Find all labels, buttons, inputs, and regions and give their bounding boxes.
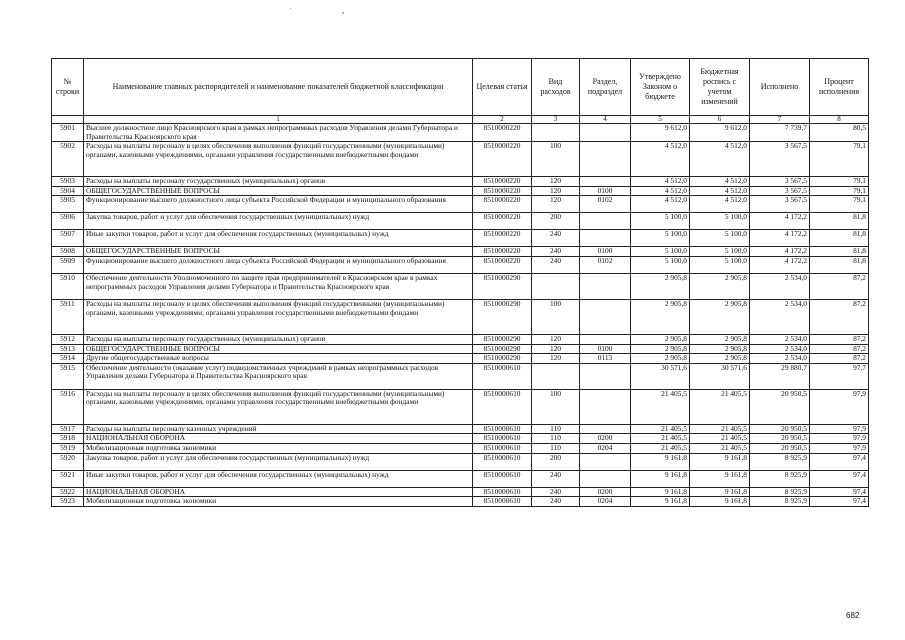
budget-list-amount: 9 161,8: [690, 497, 750, 507]
approved-amount: 21 405,5: [631, 434, 690, 444]
execution-percent: 87,2: [810, 299, 869, 334]
executed-amount: 8 925,9: [750, 497, 810, 507]
execution-percent: 97,9: [810, 434, 869, 444]
execution-percent: 97,4: [810, 487, 869, 497]
row-name: Расходы на выплаты персоналу в целях обеспечения выполнения функций государственными (муниципальными) органами, казенными учреждениями, органами управления государственными внебюджетными фондами: [84, 389, 473, 424]
expense-type: [532, 363, 580, 389]
row-name: Другие общегосударственные вопросы: [84, 354, 473, 364]
budget-list-amount: 4 512,0: [690, 186, 750, 196]
budget-execution-table-container: [51, 58, 868, 507]
row-number: 5911: [52, 299, 84, 334]
execution-percent: 97,9: [810, 389, 869, 424]
executed-amount: 8 925,9: [750, 453, 810, 470]
section: 0100: [580, 344, 631, 354]
expense-type: 120: [532, 334, 580, 344]
budget-list-amount: 21 405,5: [690, 389, 750, 424]
header-executed: Исполнено: [750, 59, 810, 116]
budget-list-amount: 4 512,0: [690, 142, 750, 177]
executed-amount: 2 534,0: [750, 299, 810, 334]
executed-amount: 3 567,5: [750, 196, 810, 213]
row-number: 5913: [52, 344, 84, 354]
column-number: 8: [810, 116, 869, 124]
row-number: 5923: [52, 497, 84, 507]
target-article: 8510000220: [473, 142, 532, 177]
section: [580, 213, 631, 230]
approved-amount: 4 512,0: [631, 177, 690, 187]
budget-list-amount: 9 161,8: [690, 453, 750, 470]
section: 0102: [580, 256, 631, 273]
table-row: [52, 124, 869, 142]
budget-execution-table: [51, 58, 869, 507]
header-row-number: № строки: [52, 59, 84, 116]
expense-type: 200: [532, 213, 580, 230]
section: [580, 142, 631, 177]
table-row: [52, 424, 869, 434]
execution-percent: 79,1: [810, 196, 869, 213]
target-article: 8510000610: [473, 443, 532, 453]
approved-amount: 30 571,6: [631, 363, 690, 389]
budget-list-amount: 2 905,8: [690, 334, 750, 344]
target-article: 8510000610: [473, 424, 532, 434]
row-name: Обеспечение деятельности Уполномоченного по защите прав предпринимателей в Красноярском крае в рамках непрограммных расходов Управления делами Губернатора и Правительства Красноярского края: [84, 273, 473, 299]
budget-list-amount: 5 100,0: [690, 247, 750, 257]
expense-type: 120: [532, 354, 580, 364]
row-number: 5917: [52, 424, 84, 434]
table-row: [52, 247, 869, 257]
row-number: 5902: [52, 142, 84, 177]
expense-type: 120: [532, 186, 580, 196]
budget-list-amount: 4 512,0: [690, 177, 750, 187]
header-target-article: Целевая статья: [473, 59, 532, 116]
row-name: ОБЩЕГОСУДАРСТВЕННЫЕ ВОПРОСЫ: [84, 247, 473, 257]
header-section: Раздел, подраздел: [580, 59, 631, 116]
page-number: 682: [846, 611, 860, 620]
approved-amount: 2 905,8: [631, 334, 690, 344]
approved-amount: 21 405,5: [631, 389, 690, 424]
row-number: 5910: [52, 273, 84, 299]
target-article: 8510000610: [473, 363, 532, 389]
header-approved: Утверждено Законом о бюджете: [631, 59, 690, 116]
row-number: 5909: [52, 256, 84, 273]
section: 0204: [580, 443, 631, 453]
execution-percent: 97,4: [810, 470, 869, 487]
executed-amount: 2 534,0: [750, 354, 810, 364]
table-row: [52, 299, 869, 334]
column-number: 4: [580, 116, 631, 124]
approved-amount: 2 905,8: [631, 273, 690, 299]
row-name: Закупка товаров, работ и услуг для обеспечения государственных (муниципальных) нужд: [84, 213, 473, 230]
section: [580, 363, 631, 389]
executed-amount: 20 950,5: [750, 434, 810, 444]
expense-type: 240: [532, 256, 580, 273]
approved-amount: 9 161,8: [631, 453, 690, 470]
table-body: [52, 124, 869, 507]
table-row: [52, 213, 869, 230]
header-name: Наименование главных распорядителей и наименование показателей бюджетной классификации: [84, 59, 473, 116]
executed-amount: 7 739,7: [750, 124, 810, 142]
expense-type: 100: [532, 389, 580, 424]
budget-list-amount: 5 100,0: [690, 256, 750, 273]
row-number: 5916: [52, 389, 84, 424]
expense-type: 120: [532, 344, 580, 354]
execution-percent: 97,4: [810, 453, 869, 470]
row-name: Мобилизационная подготовка экономики: [84, 497, 473, 507]
section: [580, 177, 631, 187]
target-article: 8510000220: [473, 213, 532, 230]
column-number: [52, 116, 84, 124]
column-number-row: [52, 116, 869, 124]
execution-percent: 79,1: [810, 186, 869, 196]
section: [580, 230, 631, 247]
approved-amount: 21 405,5: [631, 424, 690, 434]
expense-type: 100: [532, 299, 580, 334]
scan-speck: [290, 8, 291, 9]
column-number: 5: [631, 116, 690, 124]
expense-type: 240: [532, 230, 580, 247]
execution-percent: 80,5: [810, 124, 869, 142]
budget-list-amount: 2 905,8: [690, 273, 750, 299]
execution-percent: 81,8: [810, 230, 869, 247]
row-name: ОБЩЕГОСУДАРСТВЕННЫЕ ВОПРОСЫ: [84, 344, 473, 354]
executed-amount: 8 925,9: [750, 470, 810, 487]
executed-amount: 3 567,5: [750, 186, 810, 196]
expense-type: 100: [532, 142, 580, 177]
table-row: [52, 363, 869, 389]
executed-amount: 3 567,5: [750, 177, 810, 187]
table-row: [52, 487, 869, 497]
table-row: [52, 354, 869, 364]
row-name: Обеспечение деятельности (оказание услуг) подведомственных учреждений в рамках непрограммных расходов Управления делами Губернатора и Правительства Красноярского края: [84, 363, 473, 389]
execution-percent: 87,2: [810, 344, 869, 354]
expense-type: 110: [532, 424, 580, 434]
expense-type: [532, 124, 580, 142]
header-expense-type: Вид расходов: [532, 59, 580, 116]
column-number: 3: [532, 116, 580, 124]
row-name: Закупка товаров, работ и услуг для обеспечения государственных (муниципальных) нужд: [84, 453, 473, 470]
target-article: 8510000220: [473, 124, 532, 142]
expense-type: 120: [532, 177, 580, 187]
table-row: [52, 389, 869, 424]
row-number: 5919: [52, 443, 84, 453]
table-row: [52, 196, 869, 213]
row-name: Иные закупки товаров, работ и услуг для обеспечения государственных (муниципальных) нужд: [84, 470, 473, 487]
approved-amount: 21 405,5: [631, 443, 690, 453]
executed-amount: 4 172,2: [750, 247, 810, 257]
section: [580, 273, 631, 299]
target-article: 8510000290: [473, 334, 532, 344]
row-name: Иные закупки товаров, работ и услуг для обеспечения государственных (муниципальных) нужд: [84, 230, 473, 247]
row-number: 5922: [52, 487, 84, 497]
section: 0102: [580, 196, 631, 213]
approved-amount: 9 161,8: [631, 487, 690, 497]
execution-percent: 81,8: [810, 247, 869, 257]
section: [580, 299, 631, 334]
section: [580, 453, 631, 470]
target-article: 8510000290: [473, 354, 532, 364]
section: 0200: [580, 487, 631, 497]
execution-percent: 97,4: [810, 497, 869, 507]
table-row: [52, 273, 869, 299]
target-article: 8510000610: [473, 389, 532, 424]
table-row: [52, 334, 869, 344]
table-row: [52, 434, 869, 444]
row-number: 5901: [52, 124, 84, 142]
row-name: Расходы на выплаты персоналу казенных учреждений: [84, 424, 473, 434]
table-row: [52, 453, 869, 470]
target-article: 8510000610: [473, 453, 532, 470]
approved-amount: 2 905,8: [631, 299, 690, 334]
target-article: 8510000290: [473, 299, 532, 334]
approved-amount: 9 161,8: [631, 470, 690, 487]
executed-amount: 4 172,2: [750, 230, 810, 247]
budget-list-amount: 2 905,8: [690, 354, 750, 364]
approved-amount: 4 512,0: [631, 186, 690, 196]
executed-amount: 29 880,7: [750, 363, 810, 389]
expense-type: 240: [532, 487, 580, 497]
approved-amount: 9 612,0: [631, 124, 690, 142]
budget-list-amount: 9 612,0: [690, 124, 750, 142]
target-article: 8510000220: [473, 247, 532, 257]
budget-list-amount: 9 161,8: [690, 470, 750, 487]
section: 0204: [580, 497, 631, 507]
execution-percent: 97,9: [810, 443, 869, 453]
expense-type: 110: [532, 434, 580, 444]
scan-speck: [342, 12, 344, 14]
budget-list-amount: 21 405,5: [690, 424, 750, 434]
approved-amount: 2 905,8: [631, 354, 690, 364]
column-number: 7: [750, 116, 810, 124]
budget-list-amount: 5 100,0: [690, 213, 750, 230]
table-row: [52, 177, 869, 187]
table-row: [52, 186, 869, 196]
header-budget-list: Бюджетная роспись с учетом изменений: [690, 59, 750, 116]
budget-list-amount: 2 905,8: [690, 299, 750, 334]
approved-amount: 9 161,8: [631, 497, 690, 507]
executed-amount: 4 172,2: [750, 256, 810, 273]
executed-amount: 4 172,2: [750, 213, 810, 230]
row-name: Функционирование высшего должностного лица субъекта Российской Федерации и муниципального образования: [84, 256, 473, 273]
table-row: [52, 142, 869, 177]
approved-amount: 5 100,0: [631, 213, 690, 230]
budget-list-amount: 4 512,0: [690, 196, 750, 213]
target-article: 8510000610: [473, 470, 532, 487]
row-number: 5915: [52, 363, 84, 389]
section: [580, 124, 631, 142]
table-row: [52, 443, 869, 453]
row-name: Мобилизационная подготовка экономики: [84, 443, 473, 453]
target-article: 8510000610: [473, 434, 532, 444]
executed-amount: 20 950,5: [750, 443, 810, 453]
expense-type: 110: [532, 443, 580, 453]
header-percent: Процент исполнения: [810, 59, 869, 116]
row-name: Расходы на выплаты персоналу государственных (муниципальных) органов: [84, 177, 473, 187]
execution-percent: 87,2: [810, 273, 869, 299]
table-row: [52, 344, 869, 354]
column-number: 6: [690, 116, 750, 124]
row-number: 5920: [52, 453, 84, 470]
header-row: [52, 59, 869, 116]
execution-percent: 79,1: [810, 177, 869, 187]
approved-amount: 4 512,0: [631, 196, 690, 213]
section: [580, 389, 631, 424]
target-article: 8510000220: [473, 256, 532, 273]
row-number: 5905: [52, 196, 84, 213]
executed-amount: 2 534,0: [750, 344, 810, 354]
budget-list-amount: 30 571,6: [690, 363, 750, 389]
execution-percent: 87,2: [810, 354, 869, 364]
approved-amount: 5 100,0: [631, 247, 690, 257]
table-row: [52, 256, 869, 273]
approved-amount: 2 905,8: [631, 344, 690, 354]
section: [580, 334, 631, 344]
executed-amount: 8 925,9: [750, 487, 810, 497]
execution-percent: 87,2: [810, 334, 869, 344]
approved-amount: 5 100,0: [631, 256, 690, 273]
target-article: 8510000220: [473, 186, 532, 196]
target-article: 8510000220: [473, 230, 532, 247]
target-article: 8510000220: [473, 196, 532, 213]
expense-type: 240: [532, 497, 580, 507]
expense-type: 240: [532, 470, 580, 487]
target-article: 8510000610: [473, 487, 532, 497]
budget-list-amount: 21 405,5: [690, 434, 750, 444]
executed-amount: 3 567,5: [750, 142, 810, 177]
expense-type: [532, 273, 580, 299]
expense-type: 240: [532, 247, 580, 257]
row-number: 5912: [52, 334, 84, 344]
execution-percent: 97,7: [810, 363, 869, 389]
execution-percent: 79,1: [810, 142, 869, 177]
row-name: Функционирование высшего должностного лица субъекта Российской Федерации и муниципального образования: [84, 196, 473, 213]
row-number: 5904: [52, 186, 84, 196]
target-article: 8510000610: [473, 497, 532, 507]
table-row: [52, 470, 869, 487]
approved-amount: 5 100,0: [631, 230, 690, 247]
row-name: НАЦИОНАЛЬНАЯ ОБОРОНА: [84, 487, 473, 497]
approved-amount: 4 512,0: [631, 142, 690, 177]
executed-amount: 2 534,0: [750, 273, 810, 299]
row-number: 5918: [52, 434, 84, 444]
row-number: 5907: [52, 230, 84, 247]
row-number: 5903: [52, 177, 84, 187]
row-number: 5914: [52, 354, 84, 364]
budget-list-amount: 2 905,8: [690, 344, 750, 354]
target-article: 8510000290: [473, 344, 532, 354]
execution-percent: 81,8: [810, 213, 869, 230]
column-number: 1: [84, 116, 473, 124]
target-article: 8510000220: [473, 177, 532, 187]
section: 0100: [580, 186, 631, 196]
executed-amount: 2 534,0: [750, 334, 810, 344]
row-name: Расходы на выплаты персоналу государственных (муниципальных) органов: [84, 334, 473, 344]
section: 0200: [580, 434, 631, 444]
row-number: 5906: [52, 213, 84, 230]
row-name: НАЦИОНАЛЬНАЯ ОБОРОНА: [84, 434, 473, 444]
row-number: 5908: [52, 247, 84, 257]
budget-list-amount: 21 405,5: [690, 443, 750, 453]
target-article: 8510000290: [473, 273, 532, 299]
row-name: Расходы на выплаты персоналу в целях обеспечения выполнения функций государственными (муниципальными) органами, казенными учреждениями, органами управления государственными внебюджетными фондами: [84, 299, 473, 334]
execution-percent: 97,9: [810, 424, 869, 434]
executed-amount: 20 950,5: [750, 389, 810, 424]
execution-percent: 81,8: [810, 256, 869, 273]
section: 0100: [580, 247, 631, 257]
budget-list-amount: 9 161,8: [690, 487, 750, 497]
expense-type: 200: [532, 453, 580, 470]
row-number: 5921: [52, 470, 84, 487]
table-row: [52, 230, 869, 247]
table-row: [52, 497, 869, 507]
row-name: ОБЩЕГОСУДАРСТВЕННЫЕ ВОПРОСЫ: [84, 186, 473, 196]
column-number: 2: [473, 116, 532, 124]
row-name: Высшее должностное лицо Красноярского края в рамках непрограммных расходов Управления делами Губернатора и Правительства Красноярского края: [84, 124, 473, 142]
section: [580, 470, 631, 487]
budget-list-amount: 5 100,0: [690, 230, 750, 247]
expense-type: 120: [532, 196, 580, 213]
row-name: Расходы на выплаты персоналу в целях обеспечения выполнения функций государственными (муниципальными) органами, казенными учреждениями, органами управления государственными внебюджетными фондами: [84, 142, 473, 177]
executed-amount: 20 950,5: [750, 424, 810, 434]
section: 0113: [580, 354, 631, 364]
section: [580, 424, 631, 434]
